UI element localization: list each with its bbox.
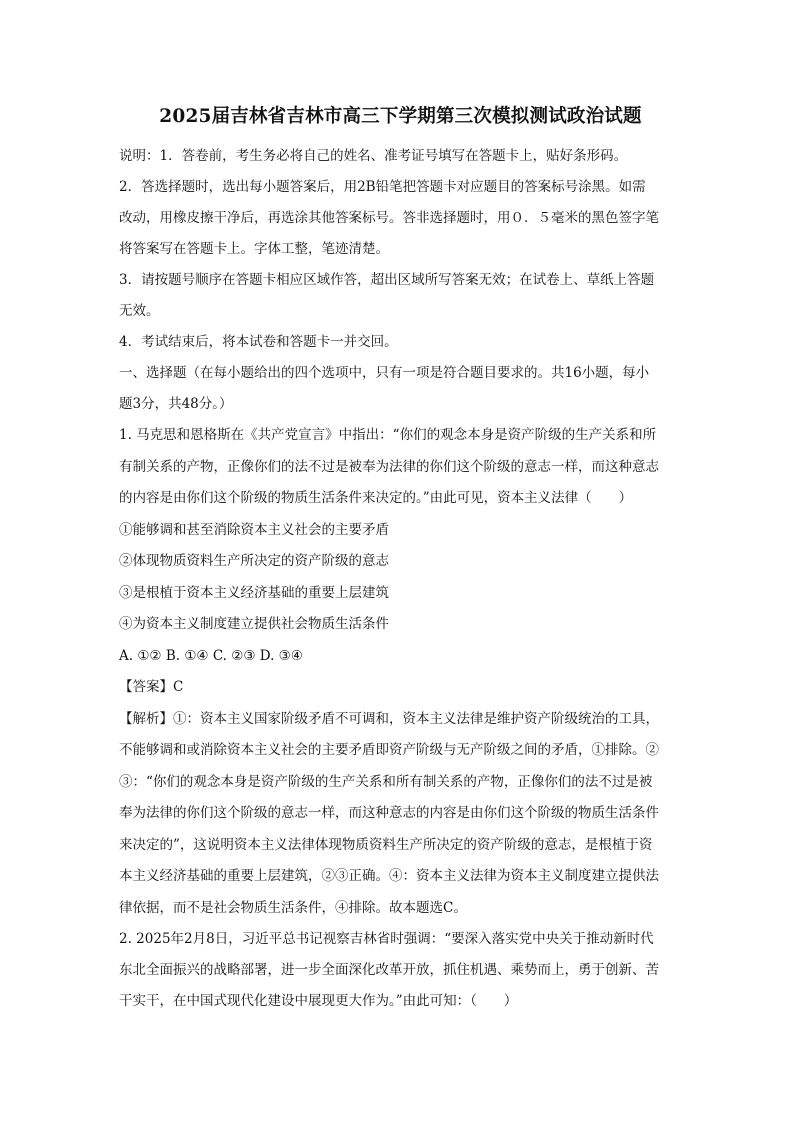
question-stem-line: 的内容是由你们这个阶级的物质生活条件来决定的。”由此可见，资本主义法律（ ） [119,490,633,506]
question-stem-line: 有制关系的产物，正像你们的法不过是被奉为法律的你们这个阶级的意志一样，而这种意志 [119,458,659,475]
page-title: 2025届吉林省吉林市高三下学期第三次模拟测试政治试题 [159,106,642,127]
question-option: ①能够调和甚至消除资本主义社会的主要矛盾 [119,521,389,538]
question-2 [119,924,682,1017]
analysis-line: 不能够调和或消除资本主义社会的主要矛盾即资产阶级与无产阶级之间的矛盾，①排除。② [119,742,659,758]
analysis-line: 奉为法律的你们这个阶级的意志一样，而这种意志的内容是由你们这个阶级的物质生活条件 [119,805,659,821]
analysis-line: ③：“你们的观念本身是资产阶级的生产关系和所有制关系的产物，正像你们的法不过是被 [119,773,653,790]
question-stem-line: 1. 马克思和恩格斯在《共产党宣言》中指出：“你们的观念本身是资产阶级的生产关系和所 [119,427,657,443]
question-choices: A. ①② B. ①④ C. ②③ D. ③④ [119,647,303,664]
question-option: ④为资本主义制度建立提供社会物质生活条件 [119,616,389,632]
analysis-line: 律依据，而不是社会物质生活条件，④排除。故本题选C。 [119,899,467,916]
instruction-line: 2．答选择题时，选出每小题答案后，用2B铅笔把答题卡对应题目的答案标号涂黑。如需 [119,179,646,195]
instruction-line: 无效。 [119,303,160,319]
instruction-line: 改动，用橡皮擦干净后，再选涂其他答案标号。答非选择题时，用０．５毫米的黑色签字笔 [119,210,659,226]
instruction-line: 3．请按题号顺序在答题卡相应区域作答，超出区域所写答案无效；在试卷上、草纸上答题 [119,272,655,288]
instructions-block [119,141,682,358]
section-heading-line: 题3分，共48分。） [119,396,233,412]
instruction-line: 将答案写在答题卡上。字体工整，笔迹清楚。 [119,241,389,257]
question-stem-line: 干实干，在中国式现代化建设中展现更大作为。”由此可知：（ ） [119,993,518,1009]
instruction-line: 4．考试结束后，将本试卷和答题卡一并交回。 [119,334,398,350]
answer-line: 【答案】C [119,679,184,695]
analysis-line: 【解析】①：资本主义国家阶级矛盾不可调和，资本主义法律是维护资产阶级统治的工具， [119,710,659,727]
section-heading-line: 一、选择题（在每小题给出的四个选项中，只有一项是符合题目要求的。共16小题，每小 [119,365,650,381]
instruction-line: 说明：1．答卷前，考生务必将自己的姓名、准考证号填写在答题卡上，贴好条形码。 [119,148,628,164]
analysis-line: 本主义经济基础的重要上层建筑，②③正确。④：资本主义法律为资本主义制度建立提供法 [119,868,659,884]
question-option: ②体现物质资料生产所决定的资产阶级的意志 [119,553,389,569]
question-option: ③是根植于资本主义经济基础的重要上层建筑 [119,584,389,601]
question-1 [119,420,682,924]
question-stem-line: 东北全面振兴的战略部署，进一步全面深化改革开放，抓住机遇、乘势而上，勇于创新、苦 [119,962,659,978]
analysis-line: 来决定的”，这说明资本主义法律体现物质资料生产所决定的资产阶级的意志，是根植于资 [119,836,653,853]
section-heading [119,358,682,420]
question-stem-line: 2. 2025年2月8日，习近平总书记视察吉林省时强调：“要深入落实党中央关于推动新时代 [119,931,654,947]
